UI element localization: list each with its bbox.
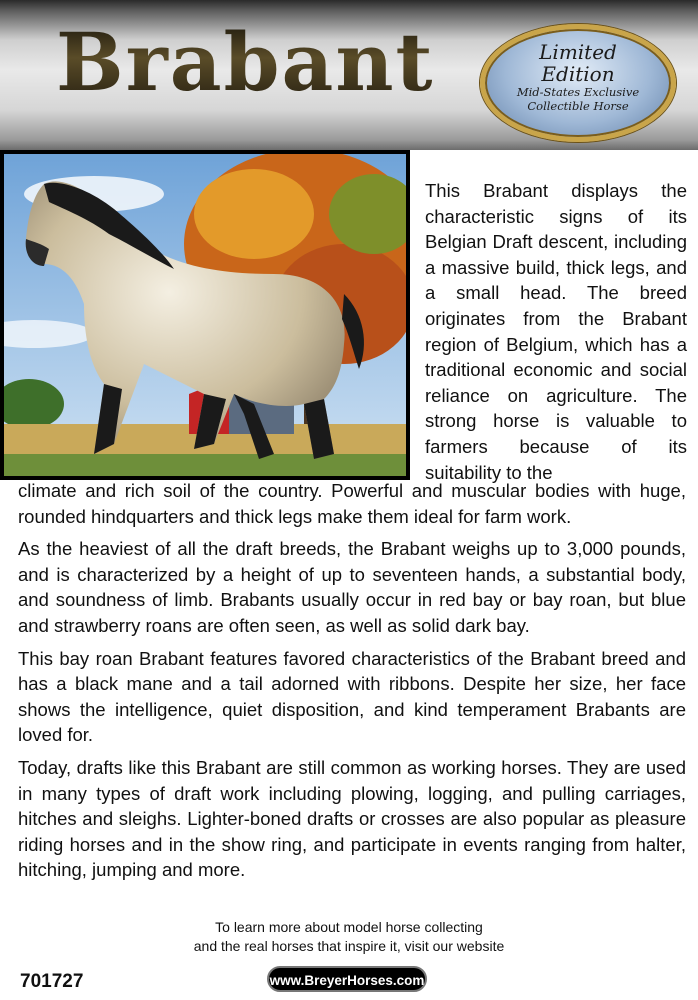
limited-edition-badge [480,24,676,142]
grass [4,454,406,476]
badge-line-4: Collectible Horse [527,99,629,113]
badge-line-3: Mid-States Exclusive [516,85,640,99]
paragraph-bay-roan: This bay roan Brabant features favored characteristics of the Brabant breed and has a black mane and a tail adorned with ribbons. Despite her size, her face shows the intelligence, quiet disposition, and kind temperament Brabants are loved for. [18,647,686,746]
paragraph-weight: As the heaviest of all the draft breeds, the Brabant weighs up to 3,000 pounds, and is characterized by a height of up to seventeen hands, a substantial body, and soundness of limb. Brabants usually occur in red bay or bay roan, but blue and strawberry roans are often seen, as well as solid dark bay. [18,538,686,636]
product-code: 701727 [20,971,84,992]
page-title: Brabant [56,15,435,109]
footer-message [0,918,698,956]
header-banner [0,0,698,150]
badge-line-1: Limited [539,40,617,64]
intro-paragraph: This Brabant displays the characteristic signs of its Belgian Draft descent, including a massive build, thick legs, and a small head. The breed originates from the Brabant region of Belgium, which has a traditional economic and social reliance on agriculture. The strong horse is valuable to farmers because of its suitability to the [425,180,687,483]
body-text [18,478,686,890]
paragraph-working-horses: Today, drafts like this Brabant are still common as working horses. They are used in many types of draft work including plowing, logging, and pulling carriages, hitches and sleighs. Lighter-boned drafts or crosses are also popular as pleasure riding horses and in the show ring, and participate in events ranging from halter, hitching, jumping and more. [18,756,686,881]
horse-illustration [4,154,406,476]
website-link[interactable]: www.BreyerHorses.com [267,966,427,992]
horse-photo [0,150,410,480]
badge-line-2: Edition [541,62,615,86]
intro-paragraph-continued: climate and rich soil of the country. Powerful and muscular bodies with huge, rounded hindquarters and thick legs make them ideal for farm work. [18,480,686,527]
footer-line-2: and the real horses that inspire it, visit our website [193,938,505,954]
footer-line-1: To learn more about model horse collecting [215,919,483,935]
